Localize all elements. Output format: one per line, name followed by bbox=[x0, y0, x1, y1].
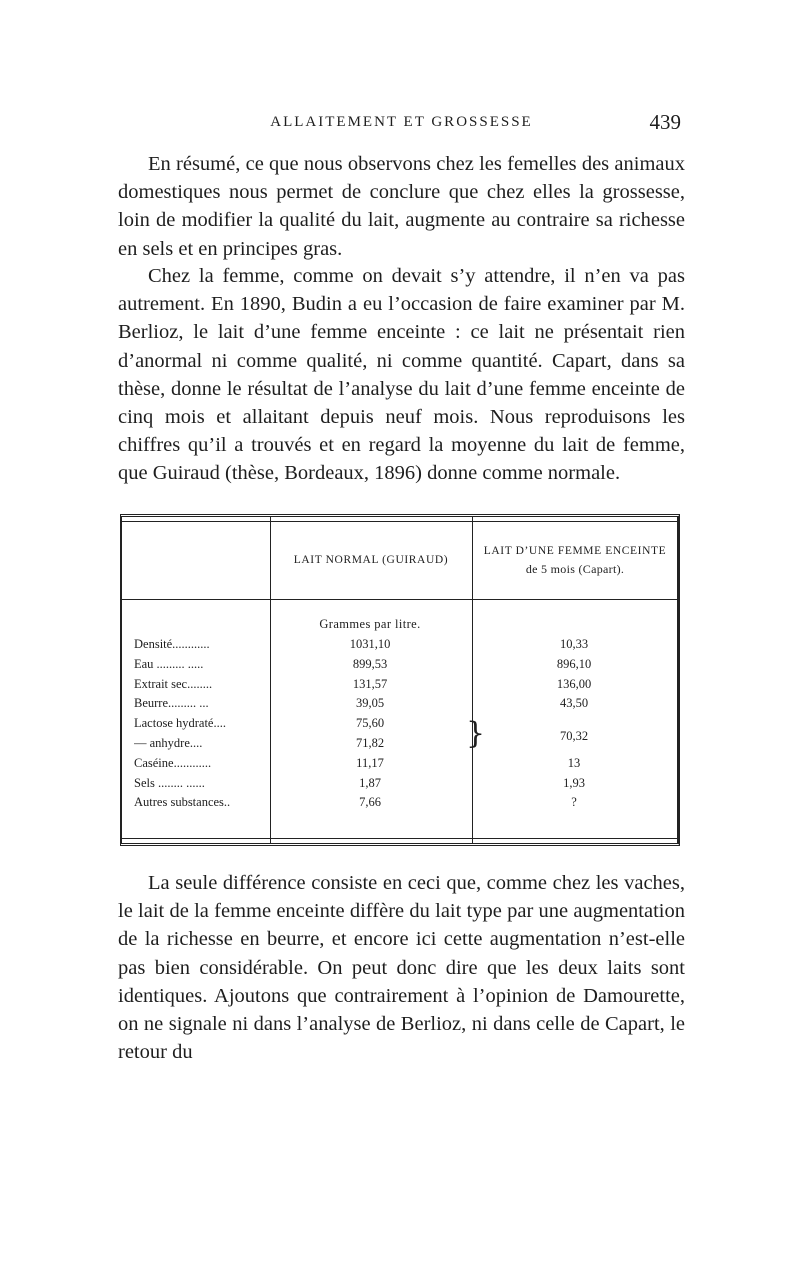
brace-symbol: } bbox=[466, 716, 486, 751]
row-label: Beurre......... ... bbox=[134, 696, 209, 711]
lactose-merged-value: 70,32 bbox=[559, 729, 589, 743]
value-normal: 11,17 bbox=[356, 755, 384, 770]
table-row bbox=[122, 756, 677, 775]
table-row bbox=[122, 795, 677, 814]
row-label: Autres substances.. bbox=[134, 795, 231, 810]
value-normal: 899,53 bbox=[352, 656, 388, 671]
table-header-rule bbox=[122, 599, 677, 600]
table-row bbox=[122, 657, 677, 676]
row-label: Extrait sec........ bbox=[134, 676, 213, 691]
header-pregnant-milk bbox=[473, 521, 677, 599]
header-normal-label: LAIT NORMAL (GUIRAUD) bbox=[293, 554, 449, 566]
row-label: Lactose hydraté.... bbox=[134, 716, 226, 731]
table-row bbox=[122, 776, 677, 795]
row-label: — anhydre.... bbox=[134, 736, 203, 750]
row-label: Densité............ bbox=[134, 637, 210, 651]
units-label: Grammes par litre. bbox=[319, 617, 421, 631]
table-bottom-rule bbox=[122, 838, 677, 843]
value-enceinte: 10,33 bbox=[559, 637, 589, 651]
table-row bbox=[122, 696, 677, 715]
milk-analysis-table bbox=[120, 514, 680, 846]
value-normal: 71,82 bbox=[355, 736, 385, 750]
value-enceinte: 43,50 bbox=[559, 696, 589, 711]
table-row bbox=[122, 637, 677, 656]
value-enceinte: 896,10 bbox=[556, 656, 592, 671]
value-enceinte: 136,00 bbox=[556, 676, 592, 691]
value-enceinte: 13 bbox=[567, 755, 581, 770]
value-normal: 1,87 bbox=[359, 775, 381, 790]
value-enceinte: ? bbox=[571, 795, 577, 810]
table-row bbox=[122, 677, 677, 696]
paragraph-woman: Chez la femme, comme on devait s’y attendre, il n’en va pas autrement. En 1890, Budin a eu l’occasion de faire examiner par M. Berlioz, le lait d’une femme enceinte : ce lait ne présentait rien d’anormal ni comme qualité, ni comme quantité. Capart, dans sa thèse, donne le résultat de l’analyse du lait d’une femme enceinte de cinq mois et allaitant depuis neuf mois. Nous reproduisons les chiffres qu’il a trouvés et en regard la moyenne du lait de femme, que Guiraud (thèse, Bordeaux, 1896) donne comme normale. bbox=[118, 265, 685, 485]
value-normal: 39,05 bbox=[355, 696, 385, 711]
value-normal: 1031,10 bbox=[349, 637, 391, 651]
value-normal: 75,60 bbox=[355, 716, 385, 731]
row-label: Eau ......... ..... bbox=[134, 656, 204, 671]
paragraph-summary: En résumé, ce que nous observons chez les femelles des animaux domestiques nous permet de conclure que chez elles la grossesse, loin de modifier la qualité du lait, augmente au contraire sa richesse en sels et en principes gras. bbox=[118, 153, 685, 260]
row-label: Sels ........ ...... bbox=[134, 775, 205, 790]
value-enceinte: 1,93 bbox=[563, 775, 585, 790]
page-header bbox=[118, 110, 685, 140]
row-label: Caséine............ bbox=[134, 755, 212, 770]
paragraph-difference: La seule différence consiste en ceci que, comme chez les vaches, le lait de la femme enceinte diffère du lait type par une augmentation de la richesse en beurre, et encore ici cette augmentation n’est-elle pas bien considérable. On peut donc dire que les deux laits sont identiques. Ajoutons que contrairement à l’opinion de Damourette, on ne signale ni dans l’analyse de Berlioz, ni dans celle de Capart, le retour du bbox=[118, 872, 685, 1064]
header-pregnant-label: LAIT D’UNE FEMME ENCEINTE bbox=[483, 545, 667, 557]
value-normal: 131,57 bbox=[352, 676, 388, 691]
header-pregnant-sub: de 5 mois (Capart). bbox=[525, 562, 625, 576]
running-title: ALLAITEMENT ET GROSSESSE bbox=[270, 114, 533, 130]
value-normal: 7,66 bbox=[359, 795, 381, 810]
page-number: 439 bbox=[649, 110, 681, 134]
header-normal-milk bbox=[270, 521, 472, 599]
